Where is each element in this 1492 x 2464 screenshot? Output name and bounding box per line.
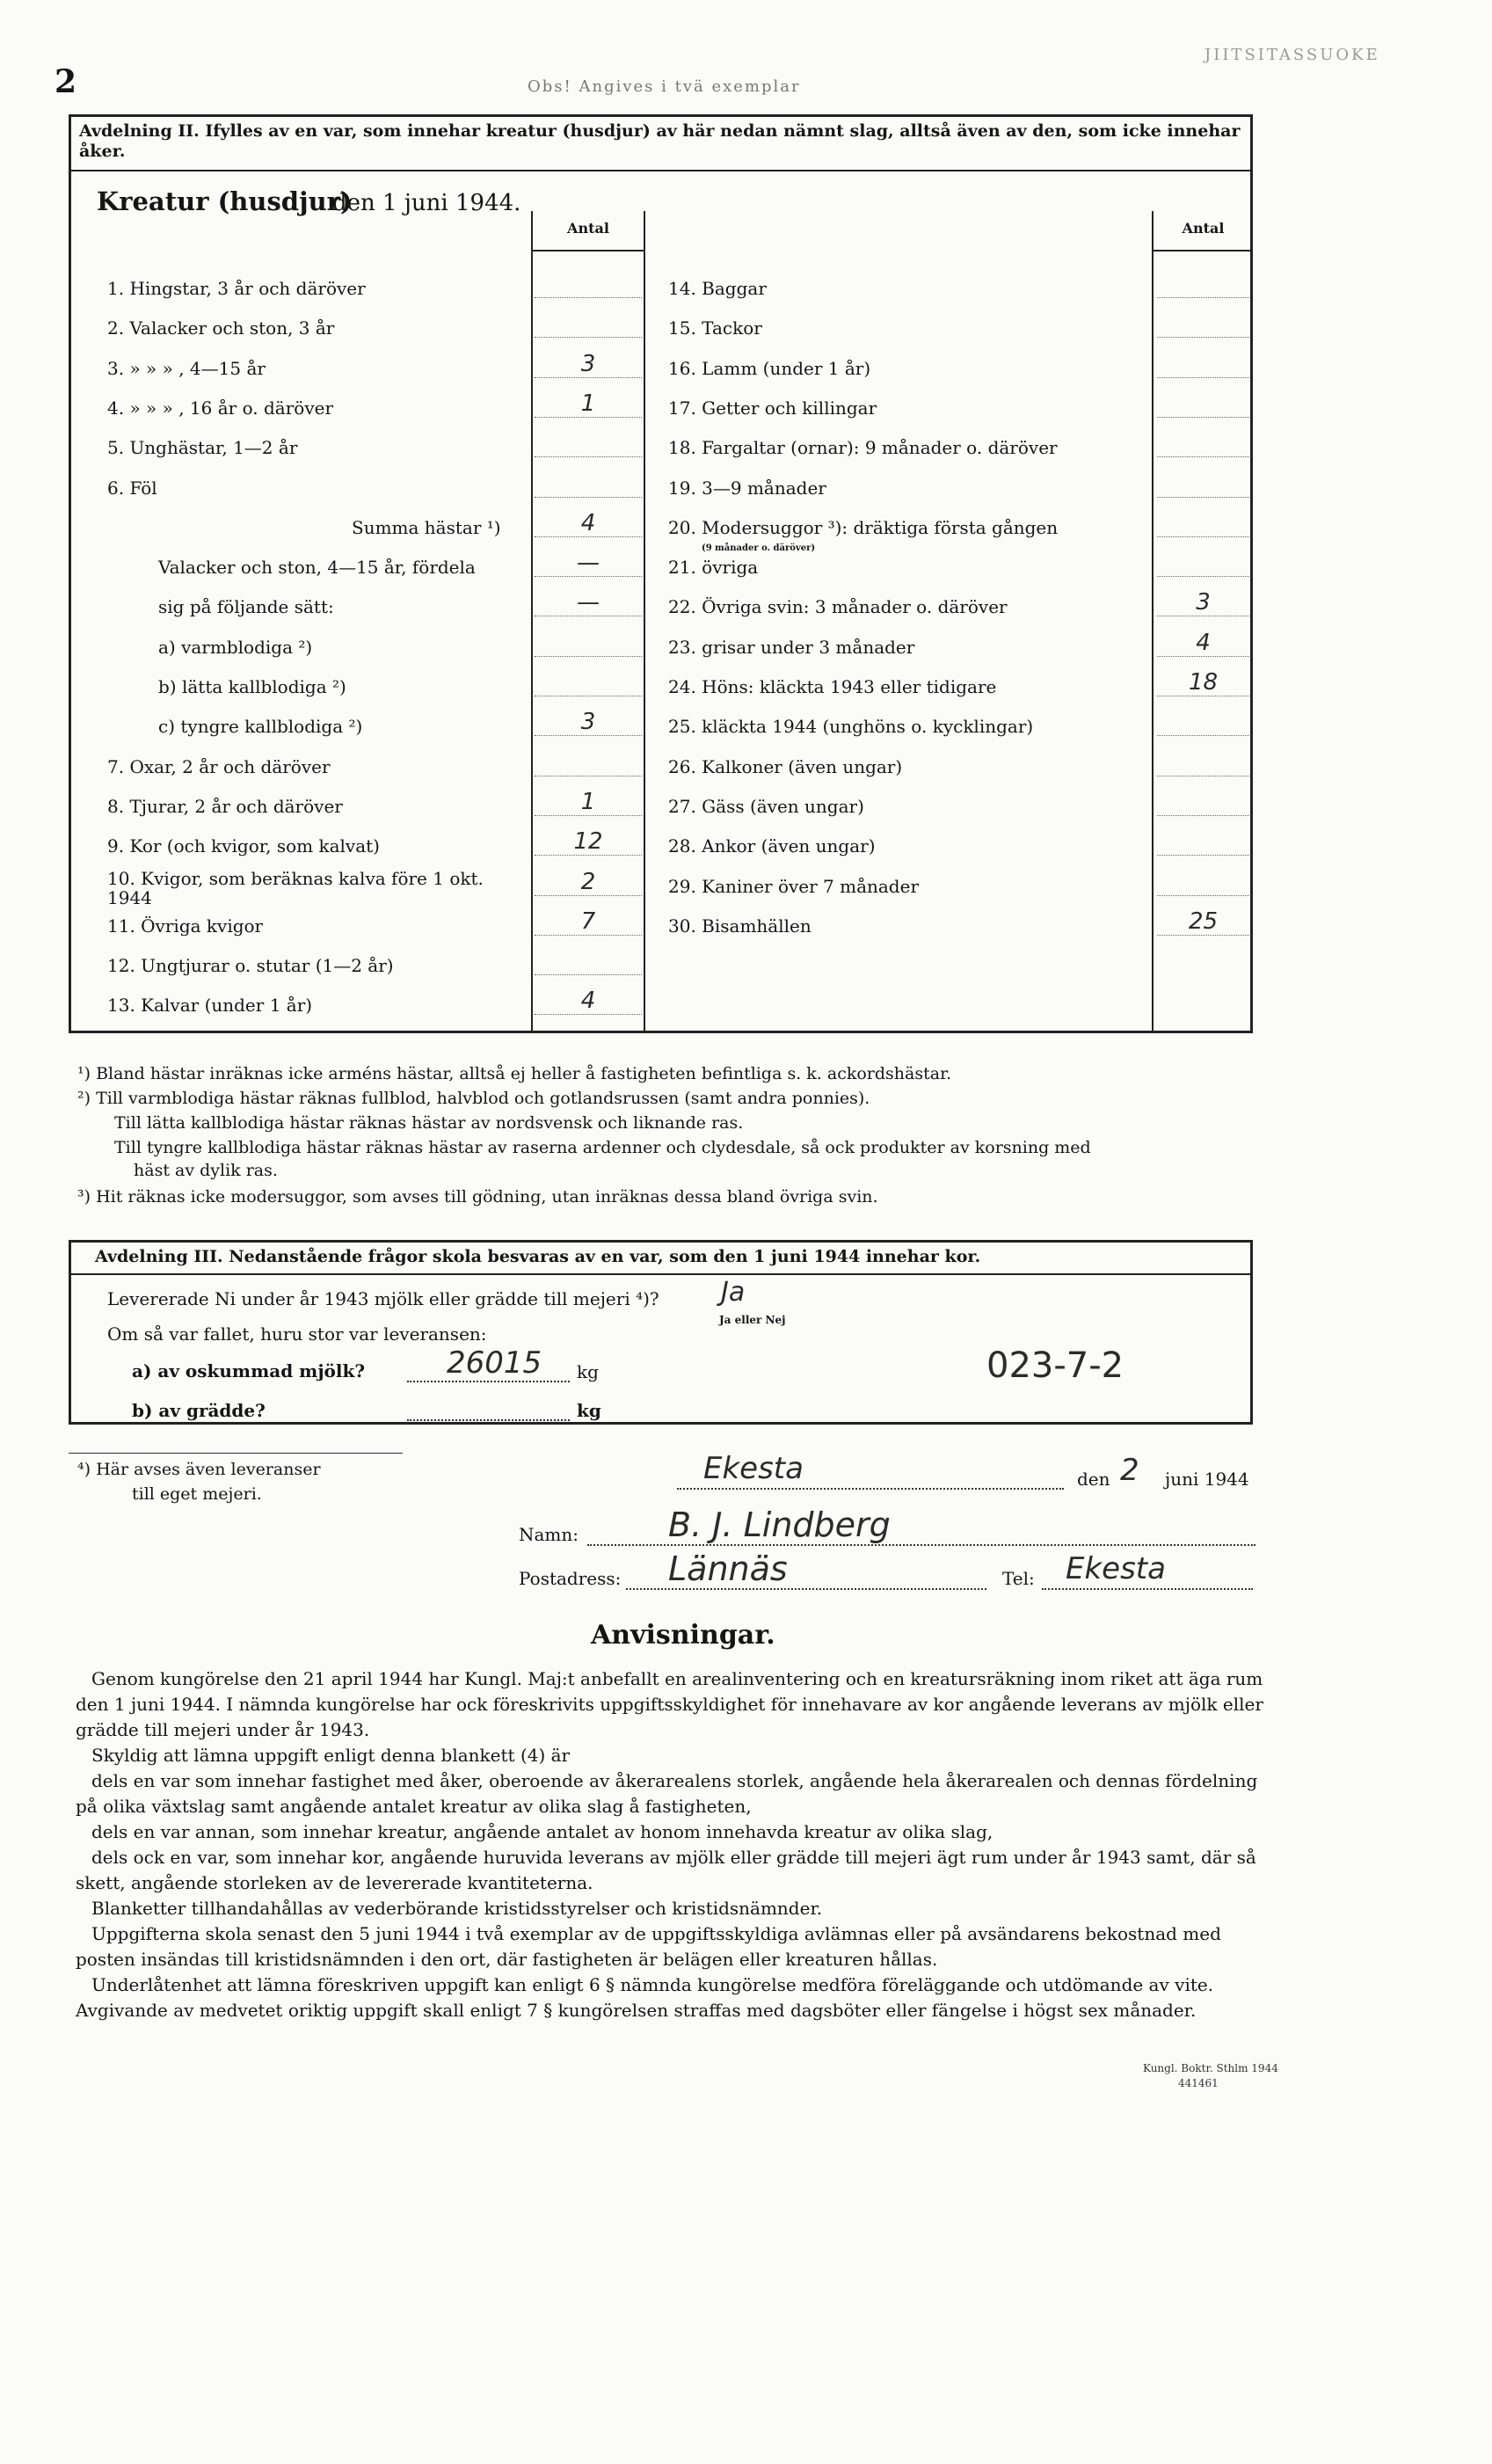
q-skimmed-milk: a) av oskummad mjölk?	[132, 1360, 366, 1381]
signature-month: juni 1944	[1165, 1469, 1249, 1490]
instr-para-3: dels en var som innehar fastighet med åker, oberoende av åkerarealens storlek, angående hela åkerarealen och dennas fördelning på olika växtslag samt angående antalet kreatur av olika slag å fastigheten,	[76, 1770, 1258, 1817]
postadress-dotline	[626, 1588, 986, 1590]
right-row-label: 30. Bisamhällen	[668, 915, 812, 937]
signature-day: 2	[1120, 1453, 1139, 1488]
instr-para-2: Skyldig att lämna uppgift enligt denna blankett (4) är	[91, 1745, 571, 1766]
q-delivery-size: Om så var fallet, huru stor var leveransen:	[107, 1323, 487, 1345]
corner-stamp: JIITSITASSUOKE	[1205, 46, 1380, 64]
left-row-label: 3. » » » , 4—15 år	[107, 358, 266, 379]
left-row-label: 12. Ungtjurar o. stutar (1—2 år)	[107, 955, 394, 976]
printer-number: 441461	[1178, 2077, 1219, 2089]
ja-nej-note: Ja eller Nej	[719, 1314, 786, 1326]
instr-para-5: dels ock en var, som innehar kor, angående huruvida leverans av mjölk eller grädde till mejeri ägt rum under år 1943 samt, där så skett, angående storleken av de levererade kvantiteterna.	[76, 1847, 1256, 1893]
left-row-count: 7	[535, 908, 642, 936]
namn-dotline	[587, 1544, 1255, 1546]
namn-value: B. J. Lindberg	[668, 1505, 891, 1544]
right-row-count	[1157, 310, 1249, 338]
right-row-label: 26. Kalkoner (även ungar)	[668, 756, 903, 777]
left-row-count	[535, 749, 642, 776]
q-cream: b) av grädde?	[132, 1400, 266, 1421]
cream-dotline	[407, 1419, 570, 1421]
left-row-count: —	[535, 550, 642, 577]
footnote-3: ³) Hit räknas icke modersuggor, som avses till gödning, utan inräknas dessa bland övriga svin.	[77, 1187, 878, 1206]
section-2-rule	[69, 170, 1253, 171]
right-row-count: 4	[1157, 630, 1249, 657]
footnote-4b: till eget mejeri.	[132, 1484, 262, 1504]
footnote-4a: ⁴) Här avses även leveranser	[77, 1460, 321, 1479]
milk-dotline	[407, 1381, 570, 1382]
left-row-label: 11. Övriga kvigor	[107, 915, 264, 937]
footnote-2: ²) Till varmblodiga hästar räknas fullblod, halvblod och gotlandsrussen (samt andra ponnies).	[77, 1089, 870, 1108]
right-row-count	[1157, 550, 1249, 577]
left-row-count: 1	[535, 390, 642, 418]
right-row-count	[1157, 430, 1249, 457]
right-row-label: 24. Höns: kläckta 1943 eller tidigare	[668, 676, 997, 697]
q-milk-delivered: Levererade Ni under år 1943 mjölk eller grädde till mejeri ⁴)?	[107, 1288, 659, 1309]
right-row-count	[1157, 390, 1249, 418]
left-row-label: 6. Föl	[107, 477, 157, 499]
left-row-label: 13. Kalvar (under 1 år)	[107, 995, 313, 1016]
left-row-label: b) lätta kallblodiga ²)	[158, 676, 346, 697]
left-row-count	[535, 310, 642, 338]
row-20-subnote: (9 månader o. däröver)	[702, 543, 816, 553]
signature-place: Ekesta	[703, 1451, 804, 1486]
postadress-label: Postadress:	[519, 1568, 622, 1589]
left-row-label: a) varmblodiga ²)	[158, 637, 313, 658]
instr-para-7: Uppgifterna skola senast den 5 juni 1944 i två exemplar av de uppgiftsskyldiga avlämnas eller på avsändarens bekostnad med posten insändas till kristidsnämnden i den ort, där fastigheten är belägen eller kreaturen hållas.	[76, 1923, 1221, 1970]
instr-para-4: dels en var annan, som innehar kreatur, angående antalet av honom innehavda kreatur av olika slag,	[91, 1821, 993, 1842]
left-row-label: 4. » » » , 16 år o. däröver	[107, 397, 334, 419]
section-3-rule	[69, 1273, 1253, 1275]
instr-para-6: Blanketter tillhandahållas av vederbörande kristidsstyrelser och kristidsnämnder.	[91, 1898, 823, 1919]
signature-den: den	[1077, 1469, 1110, 1490]
left-row-label: 5. Unghästar, 1—2 år	[107, 437, 298, 458]
right-row-label: 19. 3—9 månader	[668, 477, 826, 499]
left-row-count	[535, 630, 642, 657]
milk-unit: kg	[577, 1361, 599, 1382]
right-row-count	[1157, 828, 1249, 856]
right-row-label: 25. kläckta 1944 (unghöns o. kycklingar)	[668, 716, 1034, 737]
place-dotline	[677, 1488, 1064, 1490]
right-row-count: 25	[1157, 908, 1249, 936]
footnote-2d: häst av dylik ras.	[134, 1161, 278, 1180]
right-row-count	[1157, 470, 1249, 498]
footnote-1: ¹) Bland hästar inräknas icke arméns hästar, alltså ej heller å fastigheten befintliga s. k. ackordshästar.	[77, 1064, 952, 1083]
right-row-label: 23. grisar under 3 månader	[668, 637, 915, 658]
page-number: 2	[55, 63, 77, 100]
left-row-label: 1. Hingstar, 3 år och däröver	[107, 278, 366, 299]
right-row-label: 28. Ankor (även ungar)	[668, 835, 876, 857]
right-row-count	[1157, 271, 1249, 298]
bleed-through-text: Obs! Angives i tvä exemplar	[528, 77, 801, 96]
footnote-2b: Till lätta kallblodiga hästar räknas hästar av nordsvensk och liknande ras.	[114, 1113, 744, 1133]
left-row-label: sig på följande sätt:	[158, 596, 334, 617]
form-code: 023-7-2	[986, 1345, 1124, 1386]
instructions-title: Anvisningar.	[591, 1620, 775, 1651]
right-row-label: 18. Fargaltar (ornar): 9 månader o. däröver	[668, 437, 1058, 458]
right-row-count	[1157, 709, 1249, 736]
left-row-count	[535, 948, 642, 975]
left-row-count: 12	[535, 828, 642, 856]
right-row-count	[1157, 869, 1249, 896]
right-row-count	[1157, 351, 1249, 378]
instr-para-1: Genom kungörelse den 21 april 1944 har Kungl. Maj:t anbefallt en arealinventering och en kreatursräkning inom riket att äga rum den 1 juni 1944. I nämnda kungörelse har ock föreskrivits uppgiftsskyldighet för innehavare av kor angående leverans av mjölk eller grädde till mejeri under år 1943.	[76, 1668, 1263, 1740]
left-row-label: 2. Valacker och ston, 3 år	[107, 317, 335, 339]
right-row-label: 14. Baggar	[668, 278, 767, 299]
left-row-count	[535, 669, 642, 696]
postadress-value: Lännäs	[668, 1549, 788, 1588]
footnote-2c: Till tyngre kallblodiga hästar räknas hästar av raserna ardenner och clydesdale, så ock produkter av korsning med	[114, 1138, 1091, 1157]
left-row-label: Summa hästar ¹)	[352, 517, 501, 538]
section-3-header: Avdelning III. Nedanstående frågor skola besvaras av en var, som den 1 juni 1944 innehar kor.	[95, 1247, 981, 1266]
right-row-label: 27. Gäss (även ungar)	[668, 796, 864, 817]
left-row-label: 10. Kvigor, som beräknas kalva före 1 okt. 1944	[107, 868, 484, 908]
left-row-count: 1	[535, 789, 642, 816]
right-row-count	[1157, 510, 1249, 537]
tel-value: Ekesta	[1066, 1551, 1166, 1586]
namn-label: Namn:	[519, 1524, 579, 1545]
instr-para-8: Underlåtenhet att lämna föreskriven uppgift kan enligt 6 § nämnda kungörelse medföra föreläggande och utdömande av vite. Avgivande av medvetet oriktig uppgift skall enligt 7 § kungörelsen straffas med dagsböter eller fängelse i högst sex månader.	[76, 1974, 1214, 2021]
right-row-label: 16. Lamm (under 1 år)	[668, 358, 871, 379]
kreatur-date: den 1 juni 1944.	[332, 190, 521, 216]
left-col-head: Antal	[533, 211, 644, 252]
left-row-count: 2	[535, 869, 642, 896]
section-2-header: Avdelning II. Ifylles av en var, som innehar kreatur (husdjur) av här nedan nämnt slag, alltså även av den, som icke innehar åker.	[79, 121, 1241, 161]
left-row-count: 4	[535, 510, 642, 537]
left-row-label: 7. Oxar, 2 år och däröver	[107, 756, 331, 777]
right-row-label: 29. Kaniner över 7 månader	[668, 876, 920, 897]
cream-unit: kg	[577, 1400, 601, 1421]
right-col-head: Antal	[1154, 211, 1253, 252]
right-row-label: 21. övriga	[668, 557, 759, 578]
left-row-label: Valacker och ston, 4—15 år, fördela	[158, 557, 476, 578]
right-row-label: 20. Modersuggor ³): dräktiga första gången	[668, 517, 1059, 538]
right-row-label: 22. Övriga svin: 3 månader o. däröver	[668, 596, 1008, 617]
left-row-label: c) tyngre kallblodiga ²)	[158, 716, 363, 737]
tel-label: Tel:	[1002, 1568, 1035, 1589]
instructions-body	[76, 1666, 1271, 2023]
left-row-count: 4	[535, 988, 642, 1015]
left-row-count	[535, 430, 642, 457]
printer-mark: Kungl. Boktr. Sthlm 1944	[1143, 2062, 1278, 2074]
kreatur-title: Kreatur (husdjur)	[97, 186, 353, 216]
left-row-label: 8. Tjurar, 2 år och däröver	[107, 796, 343, 817]
left-row-count	[535, 271, 642, 298]
right-row-label: 15. Tackor	[668, 317, 762, 339]
left-row-count: 3	[535, 351, 642, 378]
left-row-label: 9. Kor (och kvigor, som kalvat)	[107, 835, 380, 857]
footnote-4-rule	[69, 1453, 403, 1454]
right-row-count	[1157, 789, 1249, 816]
right-row-count: 3	[1157, 589, 1249, 616]
q-milk-answer: Ja	[721, 1277, 746, 1308]
tel-dotline	[1042, 1588, 1253, 1590]
milk-kg-value: 26015	[447, 1345, 542, 1381]
left-row-count: 3	[535, 709, 642, 736]
right-row-count	[1157, 749, 1249, 776]
right-row-count: 18	[1157, 669, 1249, 696]
left-row-count: —	[535, 589, 642, 616]
left-row-count	[535, 470, 642, 498]
right-row-label: 17. Getter och killingar	[668, 397, 877, 419]
